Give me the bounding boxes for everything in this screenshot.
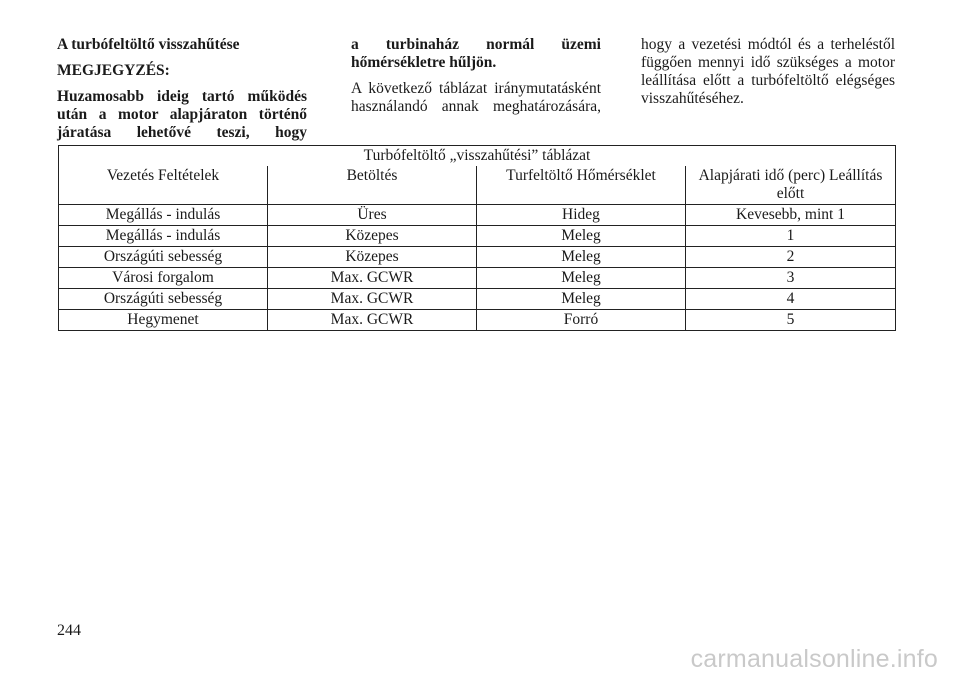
table-caption: Turbófeltöltő „visszahűtési” táblázat [59, 146, 896, 167]
page-number: 244 [57, 622, 81, 639]
table-cell: 1 [686, 226, 896, 247]
paragraph-start: A következő táblázat iránymutatásként használandó annak meghatározására, [351, 80, 601, 115]
table-cell: Országúti sebesség [59, 247, 268, 268]
note-text-end: a turbinaház normál üzemi hőmérsékletre hűljön. [351, 36, 601, 71]
table-cell: Országúti sebesség [59, 289, 268, 310]
paragraph-end: hogy a vezetési módtól és a terheléstől függően mennyi idő szükséges a motor leállítása előtt a turbófeltöltő elégséges visszahűtéséhez. [641, 36, 895, 107]
watermark: carmanualsonline.info [690, 645, 938, 673]
table-row [59, 289, 896, 310]
header-idle-time: Alapjárati idő (perc) Leállítás előtt [686, 166, 896, 205]
table-row [59, 268, 896, 289]
note-text-start: Huzamosabb ideig tartó működés után a motor alapjáraton történő járatása lehetővé teszi, hogy [57, 88, 307, 141]
table-cell: 2 [686, 247, 896, 268]
header-driving-conditions: Vezetés Feltételek [59, 166, 268, 205]
table-cell: Meleg [477, 247, 686, 268]
table-row [59, 205, 896, 226]
table-cell: 3 [686, 268, 896, 289]
table-cell: Megállás - indulás [59, 205, 268, 226]
table-cell: Max. GCWR [268, 310, 477, 331]
table-row [59, 310, 896, 331]
section-heading: A turbófeltöltő visszahűtése [57, 36, 240, 53]
cooldown-table [58, 145, 896, 331]
table-cell: Közepes [268, 226, 477, 247]
table-cell: Hegymenet [59, 310, 268, 331]
table-cell: Városi forgalom [59, 268, 268, 289]
table-row [59, 226, 896, 247]
column-3 [641, 36, 895, 116]
table-cell: Forró [477, 310, 686, 331]
table-cell: 5 [686, 310, 896, 331]
table-cell: Közepes [268, 247, 477, 268]
table-cell: Megállás - indulás [59, 226, 268, 247]
table-cell: Max. GCWR [268, 289, 477, 310]
header-turbo-temperature: Turfeltöltő Hőmérséklet [477, 166, 686, 205]
table-row [59, 247, 896, 268]
table-cell: Üres [268, 205, 477, 226]
header-load: Betöltés [268, 166, 477, 205]
table-cell: Meleg [477, 268, 686, 289]
table-caption-row [59, 146, 896, 167]
table-header-row [59, 166, 896, 205]
table-cell: Kevesebb, mint 1 [686, 205, 896, 226]
table-cell: Hideg [477, 205, 686, 226]
table-cell: Meleg [477, 289, 686, 310]
column-2 [351, 36, 601, 124]
table-cell: Meleg [477, 226, 686, 247]
column-1 [57, 36, 307, 150]
table-cell: 4 [686, 289, 896, 310]
table-cell: Max. GCWR [268, 268, 477, 289]
note-label: MEGJEGYZÉS: [57, 62, 170, 79]
